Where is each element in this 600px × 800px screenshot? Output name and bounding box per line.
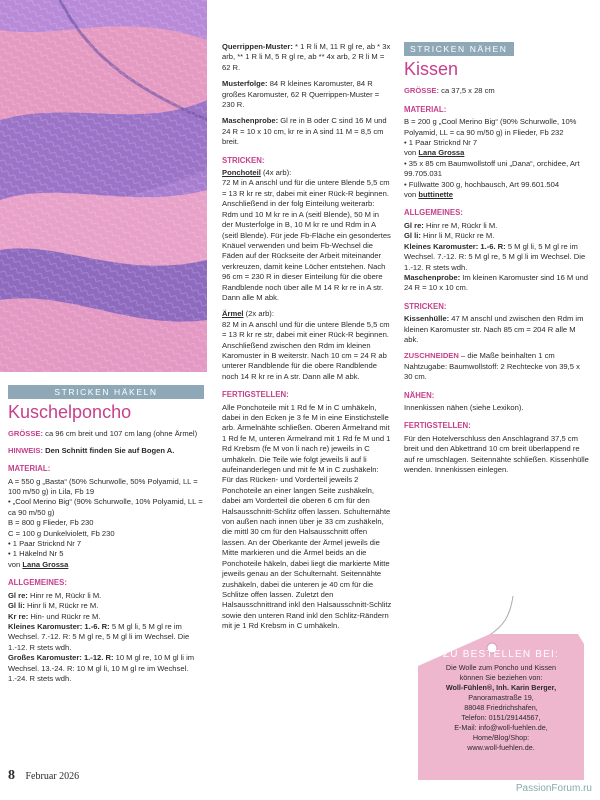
poncho-title: Kuschelponcho [8,402,132,423]
hangtag-text: ZU BESTELLEN BEI: Die Wolle zum Poncho und Kissen können Sie beziehen von: Woll-Fühlen®, Inh. Karin Berger, Panoramastraße 19, 88048 Friedrichshafen, Telefon: 0151/29144567, E-Mail: info@woll-fuehlen.de, Home/Blog/Shop: www.woll-fuehlen.de. [443,649,559,752]
material-item: • „Cool Merino Big“ (90% Schurwolle, 10% Polyamid, LL = ca 90 m/50 g) [8,497,203,517]
poncho-photo [0,0,207,372]
brand-line: von Lana Grossa [8,559,69,569]
material-item: A = 550 g „Basta“ (50% Schurwolle, 50% Polyamid, LL = 100 m/50 g) in Lila, Fb 19 [8,476,198,497]
watermark: PassionForum.ru [515,783,592,794]
hint-line: HINWEIS: Den Schnitt finden Sie auf Bogen A. [8,445,175,455]
finish-heading: FERTIGSTELLEN: [404,421,471,431]
stricken-heading: STRICKEN: [404,301,447,311]
size-line: GRÖSSE: ca 37,5 x 28 cm [404,86,495,96]
page-footer [8,768,79,784]
column-cushion: STRICKEN NÄHEN Kissen GRÖSSE: ca 37,5 x 28 cm MATERIAL: B = 200 g „Cool Merino Big“ (90% Schurwolle, 10% Polyamid, LL = ca 90 m/50 g) in Flieder, Fb 232 • 1 Paar Stricknd Nr 7 von Lana Grossa • 35 x 85 cm Baumwollstoff uni „Dana“, orchidee, Art 99.705.031 • Füllwatte 300 g, hochbausch, Art 99.601.504 von buttinette ALLGEMEINES: Gl re: Hinr re M, Rückr li M. Gl li: Hinr li M, Rückr re M. Kleines Karomuster: 1.-6. R: 5 M gl li, 5 M gl re im Wechsel. 7.-12. R: 5 M gl re, 5 M gl li im Wechsel. Die 1.-12. R stets wdh. Maschenprobe: Im kleinen Karomuster sind 16 M und 24 R = 10 x 10 cm. STRICKEN: Kissenhülle: 47 M anschl und zwischen den Rdm im kleinen Karomuster str. Nach 85 cm = 204 R alle M abk. ZUSCHNEIDEN – die Maße beinhalten 1 cm Nahtzugabe: Baumwollstoff: 2 Rechtecke von 39,5 x 30 cm. NÄHEN: Innenkissen nähen (siehe Lexikon). FERTIGSTELLEN: Für den Hotelverschluss den Anschlagrand 37,5 cm breit und den Abkettrand 10 cm breit überlappend re auf re umschlagen. Seitennähte schließen. Kissenhülle wenden. Innenkissen einlegen. [404,44,589,474]
issue-date: Februar 2026 [25,771,80,782]
general-heading: ALLGEMEINES: [8,578,67,588]
material-item: B = 800 g Flieder, Fb 230 [8,518,94,528]
page-number: 8 [8,768,15,783]
general-heading: ALLGEMEINES: [404,208,463,218]
general-item: Kr re: Hin- und Rückr re M. [8,611,101,621]
category-tag: STRICKEN HÄKELN [8,385,204,399]
cut-line: ZUSCHNEIDEN – die Maße beinhalten 1 cm Nahtzugabe: Baumwollstoff: 2 Rechtecke von 39,5 x 30 cm. [404,351,580,382]
brand-line: von Lana Grossa [404,148,465,158]
general-item: Kleines Karomuster: 1.-6. R: 5 M gl li, 5 M gl re im Wechsel. 7.-12. R: 5 M gl re, 5 M gl li im Wechsel. Die 1.-12. R stets wdh. [8,621,190,652]
material-item: C = 100 g Dunkelviolett, Fb 230 [8,528,115,538]
sleeve-heading: Ärmel (2x arb): [222,309,274,319]
general-item: Gl re: Hinr re M, Rückr li M. [8,590,102,600]
sleeve-text: 82 M in A anschl und für die untere Blende 5,5 cm = 13 R kr re str, dabei mit einer Rück-R beginnen. Anschließend zwischen den Rdm im kleinen Karomuster in B weiterstr. Nach 10 cm = 24 R ab unterer Randblende für die obere Randblende noch 14 R kr re in A str. Dann alle M abk. [222,319,390,381]
material-item: • 1 Häkelnd Nr 5 [8,549,64,559]
material-heading: MATERIAL: [8,464,51,474]
general-list [8,591,204,685]
finish-text: Alle Ponchoteile mit 1 Rd fe M in C umhäkeln, dabei in den Ecken je 3 fe M in eine Einstichstelle arb. Ärmelnähte schließen. Oberen Ärmelrand mit 1 Rd fe M, unteren Ärmelrand mit 1 Rd fe M und 1 Rd Krebsm (fe M von li nach re) jeweils in C umhäkeln. Die Teile wie folgt jeweils li auf li aufeinanderlegen und mit fe M in C zushäkeln: Für das Rücken- und Vorderteil jeweils 2 Ponchoteile an einer langen Seite zushäkeln, dabei am Vorderteil die oberen 6 cm für den Halsausschnitt-Schlitz offen lassen. Schulternähte von außen nach innen über je 33 cm zushäkeln, die mittl 30 cm für den Halsausschnitt offen lassen. An der Oberkante der Ärmel jeweils die Mitte markieren und die Ärmel beids an die Ponchoteile häkeln, dabei liegt die markierte Mitte jeweils genau an der Schulternaht. Seitennähte zushäkeln, dabei die unteren je 40 cm für die Schlitze offen lassen. Zuletzt den Halsausschnittrand inkl den Halsausschnitt-Schlitz sowie den unteren Rand inkl den Schlitz-Rändern mit je 1 Rd Krebsm in C umhäkeln. [222,402,392,631]
material-item: • 1 Paar Stricknd Nr 7 [8,539,82,549]
general-item: Großes Karomuster: 1.-12. R: 10 M gl re, 10 M gl li im Wechsel. 13.-24. R: 10 M gl li, 10 M gl re im Wechsel. 1.-24. R stets wdh. [8,653,195,683]
material-list: B = 200 g „Cool Merino Big“ (90% Schurwolle, 10% Polyamid, LL = ca 90 m/50 g) in Flieder, Fb 232 • 1 Paar Stricknd Nr 7 von Lana Grossa • 35 x 85 cm Baumwollstoff uni „Dana“, orchidee, Art 99.705.031 • Füllwatte 300 g, hochbausch, Art 99.601.504 von buttinette [404,117,590,200]
material-list [8,477,204,571]
pattern-line: Maschenprobe: Gl re in B oder C sind 16 M und 24 R = 10 x 10 cm, kr re in A sind 11 M = 8,5 cm breit. [222,116,387,147]
column-poncho [8,385,204,684]
material-heading: MATERIAL: [404,104,447,114]
general-list: Gl re: Hinr re M, Rückr li M. Gl li: Hinr li M, Rückr re M. Kleines Karomuster: 1.-6. R: 5 M gl li, 5 M gl re im Wechsel. 7.-12. R: 5 M gl re, 5 M gl li im Wechsel. Die 1.-12. R stets wdh. Maschenprobe: Im kleinen Karomuster sind 16 M und 24 R = 10 x 10 cm. [404,220,589,293]
size-line: GRÖSSE: ca 96 cm breit und 107 cm lang (ohne Ärmel) [8,429,198,439]
cushion-title: Kissen [404,59,459,80]
category-tag: STRICKEN NÄHEN [404,42,514,56]
column-instructions [222,42,392,638]
pattern-line: Querrippen-Muster: * 1 R li M, 11 R gl re, ab * 3x arb, ** 1 R li M, 5 R gl re, ab ** 4x arb, 2 R li M = 62 R. [222,42,391,72]
poncho-part-text: 72 M in A anschl und für die untere Blende 5,5 cm = 13 R kr re str, dabei mit einer Rück-R beginnen. Anschließend in der folg Einteilung weiterarb: Rdm und 10 M kr re in A (seitl Blende), 50 M in der Musterfolge in B, 10 M kr re und Rdm in A (seitl Blende). Für jede Fb-Fläche ein gesondertes Knäuel verwenden und beim Fb-Wechsel die Fäden auf der Rückseite der Arbeit miteinander verkreuzen, damit keine Löcher entstehen. Nach 96 cm = 230 R in dieser Einteilung für die obere Randblende noch über alle M 14 R kr re in A str. Dann alle M abk. [222,178,391,302]
general-item: Gl li: Hinr li M, Rückr re M. [8,601,99,611]
stricken-heading: STRICKEN: [222,155,265,165]
brand-line: von buttinette [404,190,453,200]
poncho-part-heading: Ponchoteil (4x arb): [222,168,292,178]
finish-heading: FERTIGSTELLEN: [222,390,289,400]
sew-heading: NÄHEN: [404,390,435,400]
pattern-line: Musterfolge: 84 R kleines Karomuster, 84 R großes Karomuster, 62 R Querrippen-Muster = 230 R. [222,79,380,110]
